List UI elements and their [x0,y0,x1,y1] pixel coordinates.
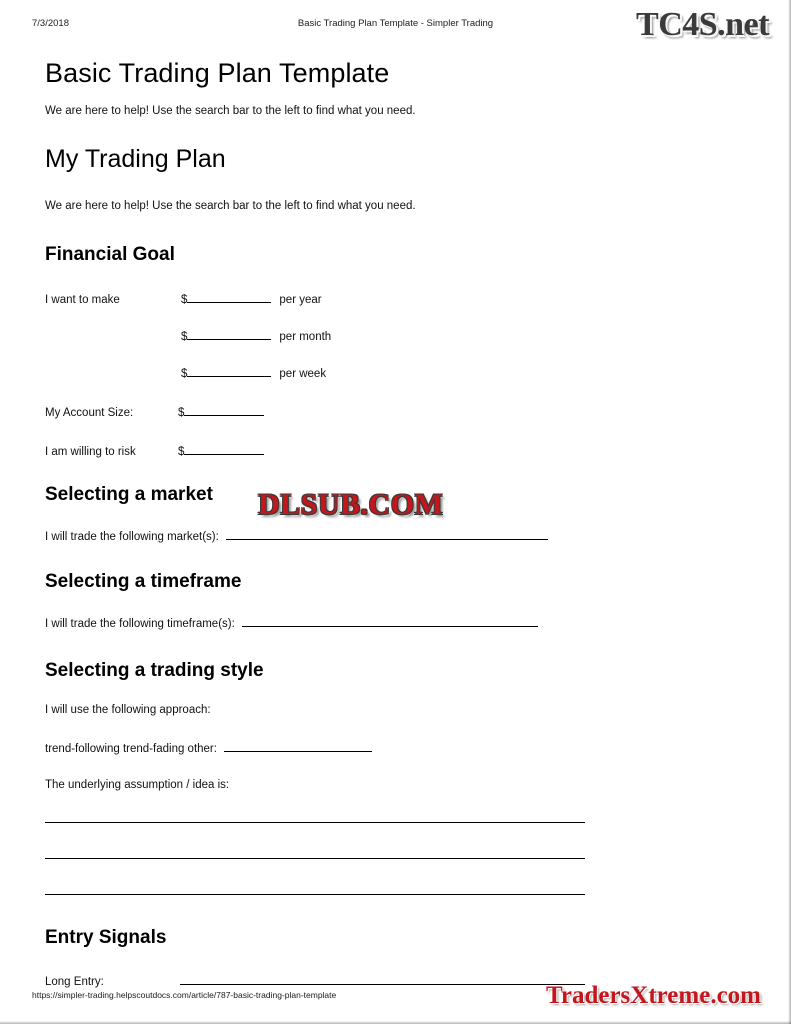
doc-intro: We are here to help! Use the search bar to the left to find what you need. [45,105,416,117]
label-long-entry: Long Entry: [45,976,104,988]
heading-entry-signals: Entry Signals [45,927,167,948]
label-per-week: per week [279,368,327,380]
heading-selecting-a-trading-style: Selecting a trading style [45,660,264,681]
heading-selecting-a-market: Selecting a market [45,484,213,505]
row-account-size [45,404,751,419]
label-timeframe-prompt: I will trade the following timeframe(s): [45,618,235,630]
input-amount-month[interactable] [187,328,271,340]
header-date: 7/3/2018 [32,18,69,29]
heading-selecting-a-timeframe: Selecting a timeframe [45,571,242,592]
input-account-size[interactable] [184,404,264,416]
dollar-sign: $ [181,331,188,343]
input-long-entry[interactable] [180,973,585,985]
dollar-sign: $ [181,294,188,306]
row-style-options [45,740,751,755]
page-title: Basic Trading Plan Template [45,58,390,88]
input-assumption-line-1[interactable] [45,821,585,823]
input-assumption-line-3[interactable] [45,893,585,895]
input-timeframe[interactable] [242,615,538,627]
input-amount-week[interactable] [187,365,271,377]
label-market-prompt: I will trade the following market(s): [45,531,219,543]
dollar-sign: $ [178,446,185,458]
watermark-tc4s: TC4S.net [636,6,769,43]
row-timeframe [45,615,751,630]
label-willing-to-risk: I am willing to risk [45,446,136,458]
input-style-other[interactable] [224,740,372,752]
input-market[interactable] [226,528,548,540]
row-want-to-make-year [45,291,751,306]
input-assumption-line-2[interactable] [45,857,585,859]
label-approach-prompt: I will use the following approach: [45,704,211,716]
label-account-size: My Account Size: [45,407,134,419]
header-title: Basic Trading Plan Template - Simpler Trading [297,18,494,29]
label-assumption-prompt: The underlying assumption / idea is: [45,779,230,791]
input-risk-amount[interactable] [184,443,264,455]
label-per-month: per month [279,331,332,343]
heading-financial-goal: Financial Goal [45,244,175,265]
row-want-to-make-month [45,328,751,343]
section-title-my-trading-plan: My Trading Plan [45,145,226,173]
row-risk [45,443,751,458]
label-style-options: trend-following trend-fading other: [45,743,217,755]
watermark-dlsub: DLSUB.COM [258,488,444,521]
label-want-to-make: I want to make [45,294,120,306]
watermark-tradersxtreme: TradersXtreme.com [546,982,761,1009]
dollar-sign: $ [178,407,185,419]
section-intro: We are here to help! Use the search bar to the left to find what you need. [45,200,416,212]
label-per-year: per year [279,294,322,306]
row-market [45,528,751,543]
document-body [45,58,751,988]
input-amount-year[interactable] [187,291,271,303]
footer-url[interactable]: https://simpler-trading.helpscoutdocs.com/article/787-basic-trading-plan-template [32,990,337,1000]
row-want-to-make-week [45,365,751,380]
dollar-sign: $ [181,368,188,380]
